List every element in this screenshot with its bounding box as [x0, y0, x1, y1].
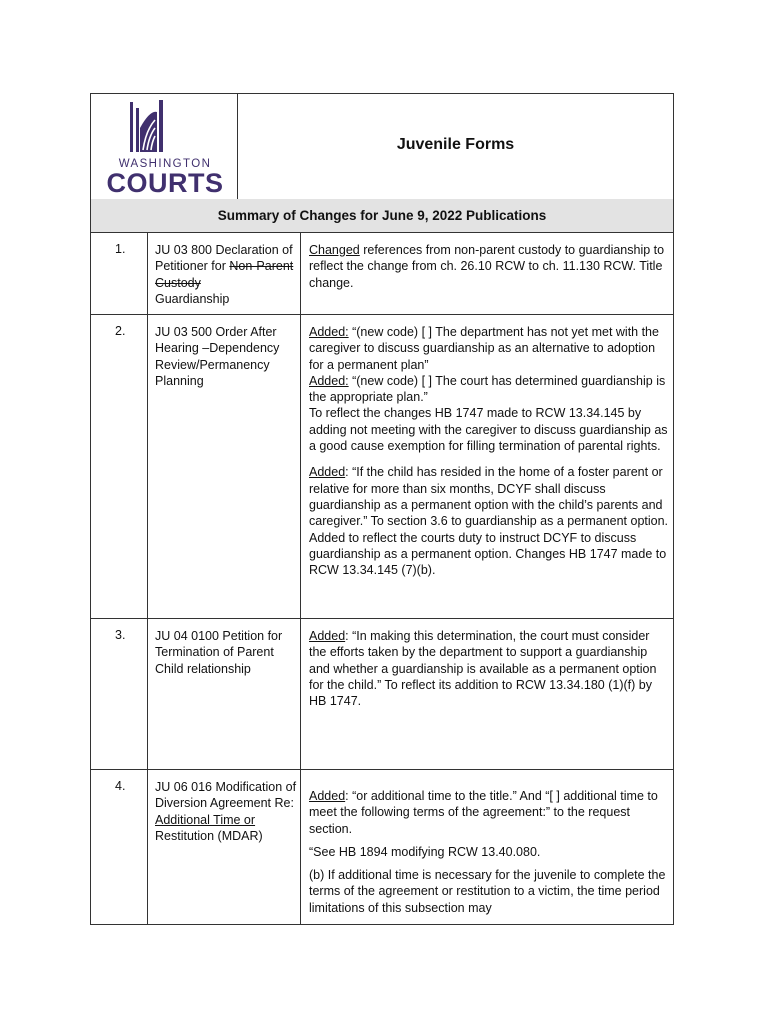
table-header	[91, 94, 673, 200]
row-number: 4.	[115, 779, 126, 793]
washington-courts-logo-icon	[126, 100, 166, 154]
change-description: Added: “or additional time to the title.” And “[ ] additional time to meet the following terms of the agreement:” to the request section. “See HB 1894 modifying RCW 13.40.080. (b) If additional time is necessary for the juvenile to complete the terms of the agreement or restitution to a victim, the time period limitations of this subsection may	[309, 789, 666, 915]
row-number: 3.	[115, 628, 126, 642]
logo-text-courts: COURTS	[106, 168, 224, 198]
form-name: JU 06 016 Modification of Diversion Agreement Re: Additional Time or Restitution (MDAR)	[155, 780, 297, 844]
underlined-text: Additional Time or	[155, 812, 256, 827]
struck-text: Non-Parent Custody	[155, 259, 294, 290]
table-row	[91, 770, 673, 924]
form-name: JU 03 800 Declaration of Petitioner for Non-Parent Custody Guardianship	[155, 243, 294, 307]
form-name: JU 03 500 Order After Hearing –Dependency Review/Permanency Planning	[155, 325, 280, 389]
form-name: JU 04 0100 Petition for Termination of Parent Child relationship	[155, 629, 283, 676]
table-row	[91, 233, 673, 315]
logo-text-washington: WASHINGTON	[118, 158, 212, 170]
changes-table	[90, 93, 674, 925]
row-number: 1.	[115, 242, 126, 256]
change-description: Added: “(new code) [ ] The department has not yet met with the caregiver to discuss guardianship as an alternative to adoption for a permanent plan” Added: “(new code) [ ] The court has determined guardianship is the appropriate plan.” To reflect the changes HB 1747 made to RCW 13.34.145 by adding not meeting with the caregiver to discuss guardianship as a good cause exemption for filling termination of parental rights. Added: “If the child has resided in the home of a foster parent or relative for more than six months, DCYF shall discuss guardianship as a permanent option with the child’s parents and caregiver.” To section 3.6 to guardianship as a permanent option. Added to reflect the courts duty to instruct DCYF to discuss guardianship as a permanent option. Changes HB 1747 made to RCW 13.34.145 (7)(b).	[309, 325, 669, 578]
change-description: Added: “In making this determination, the court must consider the efforts taken by the department to support a guardianship and whether a guardianship is available as a permanent option for the child.” To reflect its addition to RCW 13.34.180 (1)(f) by HB 1747.	[309, 629, 657, 709]
page-title: Juvenile Forms	[396, 136, 515, 153]
summary-heading: Summary of Changes for June 9, 2022 Publications	[91, 199, 673, 233]
table-row	[91, 619, 673, 770]
change-description: Changed references from non-parent custody to guardianship to reflect the change from ch. 26.10 RCW to ch. 11.130 RCW. Title change.	[309, 243, 665, 290]
table-row	[91, 315, 673, 619]
row-number: 2.	[115, 324, 126, 338]
logo-cell	[91, 94, 238, 199]
